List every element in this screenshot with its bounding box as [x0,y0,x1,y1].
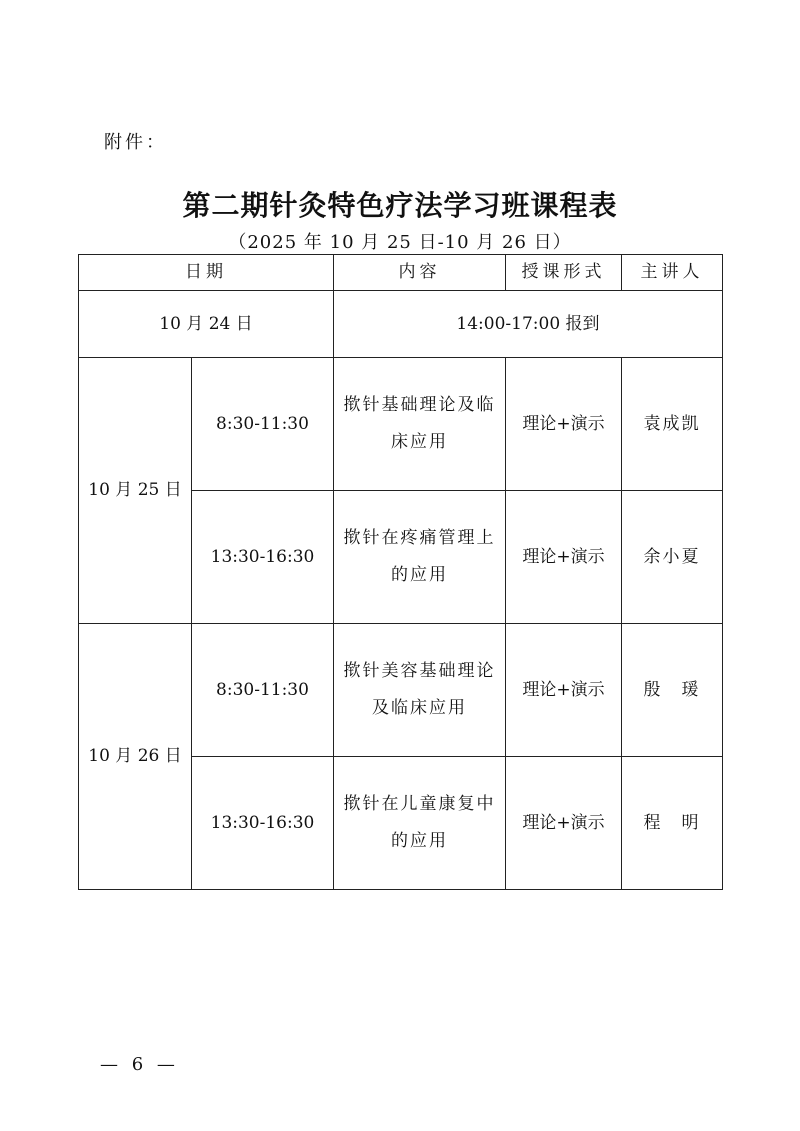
session-lecturer: 殷 瑗 [622,624,723,757]
table-row [79,291,723,358]
header-format: 授课形式 [506,255,622,291]
header-date: 日期 [79,255,334,291]
session-time: 8:30-11:30 [192,358,334,491]
session-format: 理论+演示 [506,624,622,757]
day-date: 10 月 26 日 [79,624,192,890]
registration-content: 14:00-17:00 报到 [334,291,723,358]
session-lecturer: 袁成凯 [622,358,723,491]
registration-date: 10 月 24 日 [79,291,334,358]
course-schedule-table [78,254,723,890]
session-time: 8:30-11:30 [192,624,334,757]
page-number: — 6 — [100,1054,179,1075]
session-format: 理论+演示 [506,491,622,624]
session-time: 13:30-16:30 [192,757,334,890]
date-range-subtitle: （2025 年 10 月 25 日-10 月 26 日） [228,232,572,253]
attachment-label: 附件： [104,132,167,153]
session-time: 13:30-16:30 [192,491,334,624]
session-content: 揿针在儿童康复中的应用 [334,757,506,890]
session-format: 理论+演示 [506,757,622,890]
table-row [79,624,723,757]
header-content: 内容 [334,255,506,291]
day-date: 10 月 25 日 [79,358,192,624]
table-header-row [79,255,723,291]
session-lecturer: 余小夏 [622,491,723,624]
session-format: 理论+演示 [506,358,622,491]
session-content: 揿针在疼痛管理上的应用 [334,491,506,624]
document-title: 第二期针灸特色疗法学习班课程表 [182,189,618,222]
session-content: 揿针基础理论及临床应用 [334,358,506,491]
session-lecturer: 程 明 [622,757,723,890]
session-content: 揿针美容基础理论及临床应用 [334,624,506,757]
header-lecturer: 主讲人 [622,255,723,291]
table-row [79,358,723,491]
